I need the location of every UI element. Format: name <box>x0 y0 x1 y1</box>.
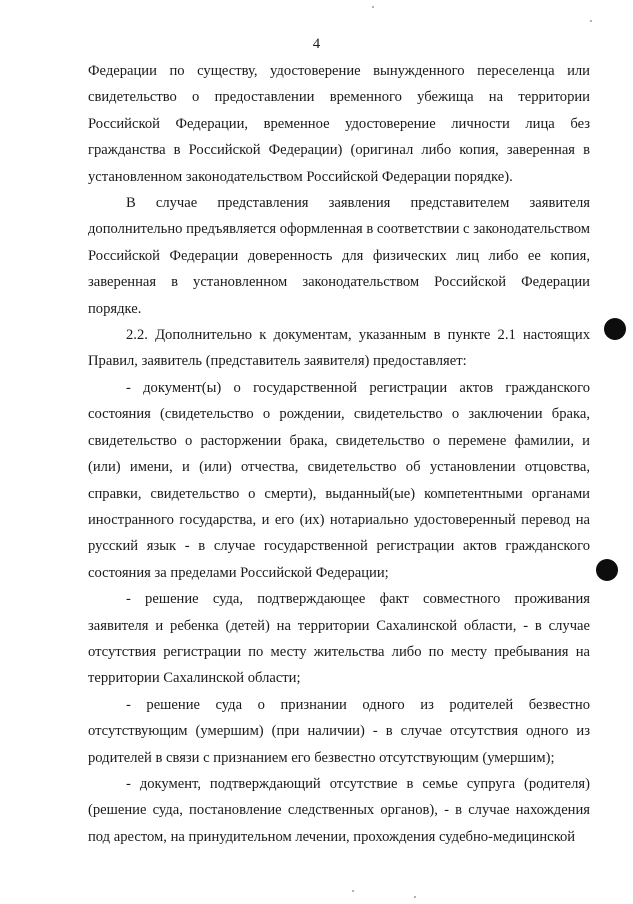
scan-speck <box>372 6 374 8</box>
page-number: 4 <box>312 36 321 52</box>
list-item-court-decision-missing-parent: - решение суда о признании одного из родителей безвестно отсутствующим (умершим) (при наличии) - в случае отсутствия одного из родителей в связи с признанием его безвестно отсутствующим (умершим); <box>88 696 590 766</box>
paragraph-representative: В случае представления заявления представителем заявителя дополнительно предъявляется оформленная в соответствии с законодательством Российской Федерации доверенность для физических лиц либо ее копия, заверенная в установленном законодательством Российской Федерации порядке. <box>88 195 590 317</box>
paragraph-continuation: Федерации по существу, удостоверение вынужденного переселенца или свидетельство о предоставлении временного убежища на территории Российской Федерации, временное удостоверение личности лица без гражданства в Российской Федерации) (оригинал либо копия, заверенная в установленном законодательством Российской Федерации порядке). <box>88 63 590 185</box>
document-body <box>88 58 590 850</box>
list-item-civil-registration-documents: - документ(ы) о государственной регистрации актов гражданского состояния (свидетельство о рождении, свидетельство о заключении брака, свидетельство о расторжении брака, свидетельство о перемене фамилии, и (или) имени, и (или) отчества, свидетельство об установлении отцовства, справки, свидетельство о смерти), выданный(ые) компетентными органами иностранного государства, и его (их) нотариально удостоверенный перевод на русский язык - в случае государственной регистрации актов гражданского состояния за пределами Российской Федерации; <box>88 379 590 581</box>
paragraph-clause-2-2: 2.2. Дополнительно к документам, указанным в пункте 2.1 настоящих Правил, заявитель (представитель заявителя) предоставляет: <box>88 327 590 370</box>
scan-speck <box>414 896 416 898</box>
scan-speck <box>590 20 592 22</box>
punch-hole-mark <box>604 318 626 340</box>
list-item-absence-of-spouse-document: - документ, подтверждающий отсутствие в семье супруга (родителя) (решение суда, постановление следственных органов), - в случае нахождения под арестом, на принудительном лечении, прохождения судебно-медицинской <box>88 775 590 845</box>
list-item-court-decision-cohabitation: - решение суда, подтверждающее факт совместного проживания заявителя и ребенка (детей) на территории Сахалинской области, - в случае отсутствия регистрации по месту жительства либо по месту пребывания на территории Сахалинской области; <box>88 591 590 687</box>
scan-speck <box>352 890 354 892</box>
punch-hole-mark <box>596 559 618 581</box>
